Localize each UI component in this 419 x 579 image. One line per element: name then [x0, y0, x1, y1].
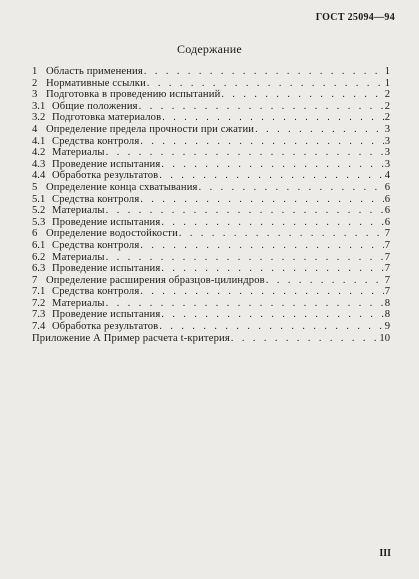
- toc-entry-label: Подготовка в проведению испытаний: [46, 89, 221, 101]
- toc-dot-leader: [144, 66, 384, 78]
- page-number: III: [379, 548, 391, 559]
- toc-entry-number: 7.4: [32, 321, 46, 333]
- toc-dot-leader: [266, 275, 384, 287]
- toc-entry-number: 3: [32, 89, 38, 101]
- toc-title: Содержание: [177, 42, 242, 56]
- toc-entry-page: 3: [384, 123, 390, 135]
- toc-entry: [32, 78, 390, 90]
- toc-entry: [32, 89, 390, 101]
- toc-entry-page: 7: [384, 239, 390, 251]
- toc-entry-label: Проведение испытания: [52, 309, 161, 321]
- toc-entry-page: 7: [384, 251, 390, 263]
- document-code: ГОСТ 25094—94: [315, 12, 395, 23]
- toc-entry-page: 6: [384, 181, 390, 193]
- toc-entry: [32, 182, 390, 194]
- table-of-contents: [32, 66, 390, 344]
- toc-entry-number: 5.3: [32, 216, 46, 228]
- toc-entry-number: 7: [32, 274, 38, 286]
- toc-entry-label: Определение конца схватывания: [46, 181, 198, 193]
- toc-entry: [32, 101, 390, 113]
- toc-entry-label: Средства контроля: [52, 286, 140, 298]
- toc-entry-label: Общие положения: [52, 100, 138, 112]
- toc-entry-label: Определение расширения образцов-цилиндров: [46, 274, 265, 286]
- toc-entry-label: Нормативные ссылки: [46, 77, 146, 89]
- toc-entry-number: 1: [32, 66, 38, 77]
- toc-entry-page: 2: [384, 89, 390, 101]
- toc-entry: [32, 275, 390, 287]
- toc-entry-number: 7.2: [32, 297, 46, 309]
- toc-dot-leader: [147, 78, 384, 90]
- toc-entry: [32, 205, 390, 217]
- toc-entry-label: Проведение испытания: [52, 263, 161, 275]
- toc-dot-leader: [161, 159, 383, 171]
- toc-entry-page: 4: [384, 170, 390, 182]
- toc-entry-number: 4.1: [32, 135, 46, 147]
- toc-entry-number: 5.2: [32, 205, 46, 217]
- toc-entry: [32, 159, 390, 171]
- toc-entry-label: Средства контроля: [52, 193, 140, 205]
- toc-dot-leader: [179, 228, 384, 240]
- toc-entry-number: 4.4: [32, 170, 46, 182]
- toc-entry: [32, 124, 390, 136]
- toc-entry-label: Средства контроля: [52, 239, 140, 251]
- toc-entry: [32, 66, 390, 78]
- toc-entry-page: 10: [379, 332, 390, 344]
- toc-entry-label: Область применения: [46, 66, 143, 77]
- toc-entry-page: 2: [384, 112, 390, 124]
- toc-entry-label: Приложение А Пример расчета t-критерия: [32, 332, 230, 344]
- toc-dot-leader: [140, 240, 383, 252]
- toc-dot-leader: [140, 194, 383, 206]
- toc-entry: [32, 194, 390, 206]
- toc-entry-page: 3: [384, 147, 390, 159]
- toc-entry-number: 5: [32, 181, 38, 193]
- toc-dot-leader: [139, 101, 384, 113]
- toc-entry: [32, 286, 390, 298]
- toc-entry-number: 7.3: [32, 309, 46, 321]
- toc-entry-number: 4: [32, 123, 38, 135]
- toc-entry-page: 3: [384, 135, 390, 147]
- toc-entry-page: 9: [384, 321, 390, 333]
- toc-dot-leader: [161, 309, 383, 321]
- toc-entry-page: 1: [384, 77, 390, 89]
- toc-entry: [32, 309, 390, 321]
- toc-dot-leader: [255, 124, 384, 136]
- toc-dot-leader: [161, 263, 383, 275]
- toc-entry: [32, 333, 390, 345]
- toc-entry: [32, 217, 390, 229]
- toc-entry: [32, 321, 390, 333]
- toc-dot-leader: [231, 333, 379, 345]
- toc-entry-label: Материалы: [52, 147, 105, 159]
- toc-entry-label: Материалы: [52, 251, 105, 263]
- toc-entry-number: 3.1: [32, 100, 46, 112]
- toc-entry-page: 8: [384, 297, 390, 309]
- toc-entry: [32, 240, 390, 252]
- toc-entry-page: 7: [384, 228, 390, 240]
- toc-entry-page: 6: [384, 193, 390, 205]
- toc-entry-page: 1: [384, 66, 390, 77]
- toc-entry: [32, 170, 390, 182]
- toc-entry-number: 7.1: [32, 286, 46, 298]
- toc-entry-number: 6.2: [32, 251, 46, 263]
- toc-entry-label: Обработка результатов: [52, 321, 159, 333]
- toc-dot-leader: [106, 205, 384, 217]
- toc-dot-leader: [159, 321, 383, 333]
- toc-entry-number: 5.1: [32, 193, 46, 205]
- toc-entry-page: 6: [384, 216, 390, 228]
- toc-entry: [32, 228, 390, 240]
- toc-entry-number: 4.2: [32, 147, 46, 159]
- toc-entry: [32, 252, 390, 264]
- toc-entry-page: 7: [384, 274, 390, 286]
- toc-entry: [32, 263, 390, 275]
- toc-entry-page: 8: [384, 309, 390, 321]
- toc-dot-leader: [140, 136, 383, 148]
- toc-entry-number: 3.2: [32, 112, 46, 124]
- toc-entry-page: 7: [384, 263, 390, 275]
- toc-entry-number: 6: [32, 228, 38, 240]
- toc-dot-leader: [106, 147, 384, 159]
- toc-entry: [32, 298, 390, 310]
- toc-entry-label: Проведение испытания: [52, 158, 161, 170]
- toc-entry-label: Обработка результатов: [52, 170, 159, 182]
- toc-dot-leader: [161, 217, 383, 229]
- toc-entry-label: Подготовка материалов: [52, 112, 162, 124]
- toc-entry-page: 7: [384, 286, 390, 298]
- toc-entry-label: Материалы: [52, 297, 105, 309]
- toc-entry-label: Определение водостойкости: [46, 228, 178, 240]
- toc-entry-label: Средства контроля: [52, 135, 140, 147]
- toc-entry: [32, 136, 390, 148]
- toc-entry-label: Материалы: [52, 205, 105, 217]
- toc-dot-leader: [106, 252, 384, 264]
- toc-dot-leader: [199, 182, 384, 194]
- toc-entry-page: 2: [384, 100, 390, 112]
- toc-entry: [32, 112, 390, 124]
- toc-entry-label: Определение предела прочности при сжатии: [46, 123, 255, 135]
- toc-dot-leader: [221, 89, 383, 101]
- toc-entry-number: 6.3: [32, 263, 46, 275]
- toc-entry-number: 4.3: [32, 158, 46, 170]
- toc-entry: [32, 147, 390, 159]
- toc-entry-page: 3: [384, 158, 390, 170]
- toc-entry-number: 6.1: [32, 239, 46, 251]
- toc-dot-leader: [162, 112, 383, 124]
- toc-dot-leader: [140, 286, 383, 298]
- toc-dot-leader: [106, 298, 384, 310]
- toc-entry-page: 6: [384, 205, 390, 217]
- toc-entry-number: 2: [32, 77, 38, 89]
- toc-dot-leader: [159, 170, 383, 182]
- toc-entry-label: Проведение испытания: [52, 216, 161, 228]
